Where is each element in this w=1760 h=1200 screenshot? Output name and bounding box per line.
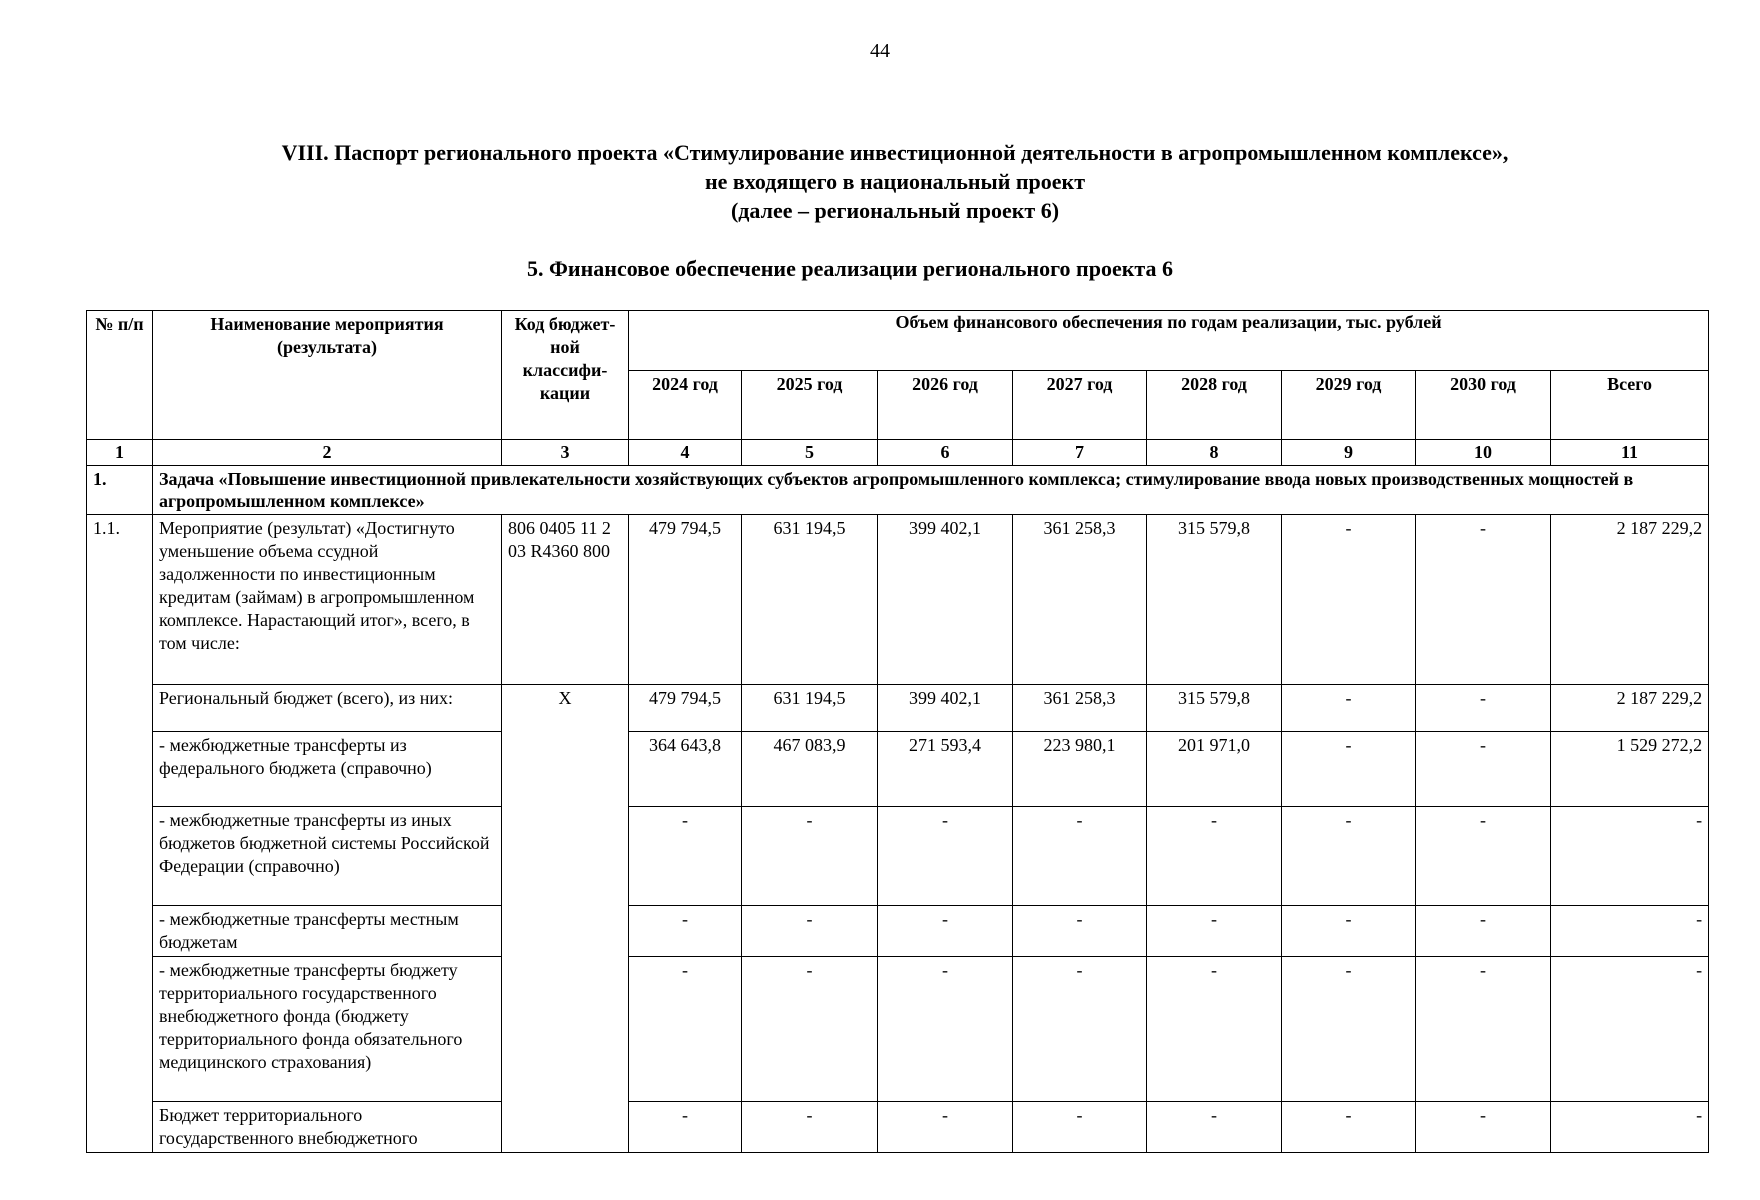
header-code: Код бюджет-ной классифи-кации xyxy=(502,311,629,440)
page-number: 44 xyxy=(870,40,890,62)
table-row xyxy=(87,807,1709,906)
value-cell: - xyxy=(878,906,1013,957)
title-line-2: не входящего в национальный проект xyxy=(704,169,1086,194)
value-cell: 364 643,8 xyxy=(629,732,742,807)
value-cell: - xyxy=(1013,807,1147,906)
value-cell: - xyxy=(1147,807,1282,906)
value-cell: - xyxy=(1416,1102,1551,1153)
value-cell: - xyxy=(878,957,1013,1102)
value-cell: - xyxy=(1282,957,1416,1102)
value-cell: 271 593,4 xyxy=(878,732,1013,807)
value-cell: - xyxy=(1416,685,1551,732)
value-cell: - xyxy=(1282,807,1416,906)
value-total: - xyxy=(1551,807,1709,906)
value-cell: - xyxy=(1147,906,1282,957)
value-cell: - xyxy=(1013,957,1147,1102)
column-number: 11 xyxy=(1551,440,1709,466)
row-name: Бюджет территориального государственного внебюджетного xyxy=(153,1102,502,1153)
title-line-1: VIII. Паспорт регионального проекта «Стимулирование инвестиционной деятельности в агропромышленном комплексе», xyxy=(281,140,1509,165)
column-number: 6 xyxy=(878,440,1013,466)
column-number: 2 xyxy=(153,440,502,466)
table-row xyxy=(87,732,1709,807)
section-title: 5. Финансовое обеспечение реализации регионального проекта 6 xyxy=(527,256,1173,281)
event-code: 806 0405 11 2 03 R4360 800 xyxy=(502,515,629,685)
row-name: - межбюджетные трансферты из федерального бюджета (справочно) xyxy=(153,732,502,807)
value-cell: - xyxy=(629,906,742,957)
row-name: - межбюджетные трансферты бюджету территориального государственного внебюджетного фонда (бюджету территориального фонда обязательного медицинского страхования) xyxy=(153,957,502,1102)
value-cell: - xyxy=(742,807,878,906)
value-cell: 223 980,1 xyxy=(1013,732,1147,807)
column-number: 8 xyxy=(1147,440,1282,466)
value-cell: 361 258,3 xyxy=(1013,685,1147,732)
value-total: 2 187 229,2 xyxy=(1551,685,1709,732)
value-cell: 631 194,5 xyxy=(742,685,878,732)
value-cell: - xyxy=(1013,1102,1147,1153)
header-row-1 xyxy=(87,311,1709,371)
value-total: - xyxy=(1551,906,1709,957)
value-cell: - xyxy=(742,1102,878,1153)
column-number: 3 xyxy=(502,440,629,466)
table-row xyxy=(87,685,1709,732)
value-cell: - xyxy=(742,906,878,957)
value-cell: 467 083,9 xyxy=(742,732,878,807)
header-year: 2028 год xyxy=(1147,370,1282,439)
event-name: Мероприятие (результат) «Достигнуто уменьшение объема ссудной задолженности по инвестиционным кредитам (займам) в агропромышленном комплексе. Нарастающий итог», всего, в том числе: xyxy=(153,515,502,685)
header-year: 2027 год xyxy=(1013,370,1147,439)
event-num: 1.1. xyxy=(87,515,153,1153)
value-cell: - xyxy=(1416,732,1551,807)
column-number: 5 xyxy=(742,440,878,466)
table-row xyxy=(87,1102,1709,1153)
column-number: 7 xyxy=(1013,440,1147,466)
value-cell: - xyxy=(1416,807,1551,906)
value-cell: - xyxy=(742,957,878,1102)
header-year: 2029 год xyxy=(1282,370,1416,439)
sub-code: Х xyxy=(502,685,629,1153)
value-cell: 315 579,8 xyxy=(1147,685,1282,732)
task-row xyxy=(87,466,1709,515)
value-cell: - xyxy=(1282,515,1416,685)
value-cell: - xyxy=(629,807,742,906)
header-year: 2030 год xyxy=(1416,370,1551,439)
value-cell: - xyxy=(1416,957,1551,1102)
value-total: 1 529 272,2 xyxy=(1551,732,1709,807)
value-cell: - xyxy=(1282,1102,1416,1153)
value-cell: - xyxy=(878,1102,1013,1153)
header-volume: Объем финансового обеспечения по годам реализации, тыс. рублей xyxy=(629,311,1709,371)
value-total: 2 187 229,2 xyxy=(1551,515,1709,685)
value-cell: 399 402,1 xyxy=(878,515,1013,685)
value-cell: - xyxy=(1282,685,1416,732)
title-line-3: (далее – региональный проект 6) xyxy=(730,198,1060,223)
column-number: 1 xyxy=(87,440,153,466)
financing-table xyxy=(86,310,1709,1153)
value-total: - xyxy=(1551,957,1709,1102)
header-year: 2026 год xyxy=(878,370,1013,439)
value-cell: - xyxy=(878,807,1013,906)
task-num: 1. xyxy=(87,466,153,515)
value-cell: 361 258,3 xyxy=(1013,515,1147,685)
value-cell: 479 794,5 xyxy=(629,515,742,685)
header-total: Всего xyxy=(1551,370,1709,439)
value-cell: - xyxy=(1282,732,1416,807)
value-cell: - xyxy=(1282,906,1416,957)
value-cell: - xyxy=(1147,1102,1282,1153)
value-cell: - xyxy=(1147,957,1282,1102)
column-number: 10 xyxy=(1416,440,1551,466)
value-cell: 315 579,8 xyxy=(1147,515,1282,685)
header-year: 2025 год xyxy=(742,370,878,439)
header-name: Наименование мероприятия (результата) xyxy=(153,311,502,440)
value-total: - xyxy=(1551,1102,1709,1153)
value-cell: - xyxy=(629,957,742,1102)
document-title xyxy=(0,138,1760,225)
task-text: Задача «Повышение инвестиционной привлекательности хозяйствующих субъектов агропромышленного комплекса; стимулирование ввода новых производственных мощностей в агропромышленном комплексе» xyxy=(153,466,1709,515)
row-name: - межбюджетные трансферты из иных бюджетов бюджетной системы Российской Федерации (справочно) xyxy=(153,807,502,906)
header-year: 2024 год xyxy=(629,370,742,439)
event-row xyxy=(87,515,1709,685)
column-number: 4 xyxy=(629,440,742,466)
value-cell: 399 402,1 xyxy=(878,685,1013,732)
value-cell: 201 971,0 xyxy=(1147,732,1282,807)
table-row xyxy=(87,906,1709,957)
table-row xyxy=(87,957,1709,1102)
row-name: Региональный бюджет (всего), из них: xyxy=(153,685,502,732)
value-cell: - xyxy=(1416,906,1551,957)
value-cell: 479 794,5 xyxy=(629,685,742,732)
row-name: - межбюджетные трансферты местным бюджетам xyxy=(153,906,502,957)
column-number-row xyxy=(87,440,1709,466)
value-cell: - xyxy=(629,1102,742,1153)
column-number: 9 xyxy=(1282,440,1416,466)
header-num: № п/п xyxy=(87,311,153,440)
value-cell: - xyxy=(1013,906,1147,957)
value-cell: - xyxy=(1416,515,1551,685)
value-cell: 631 194,5 xyxy=(742,515,878,685)
